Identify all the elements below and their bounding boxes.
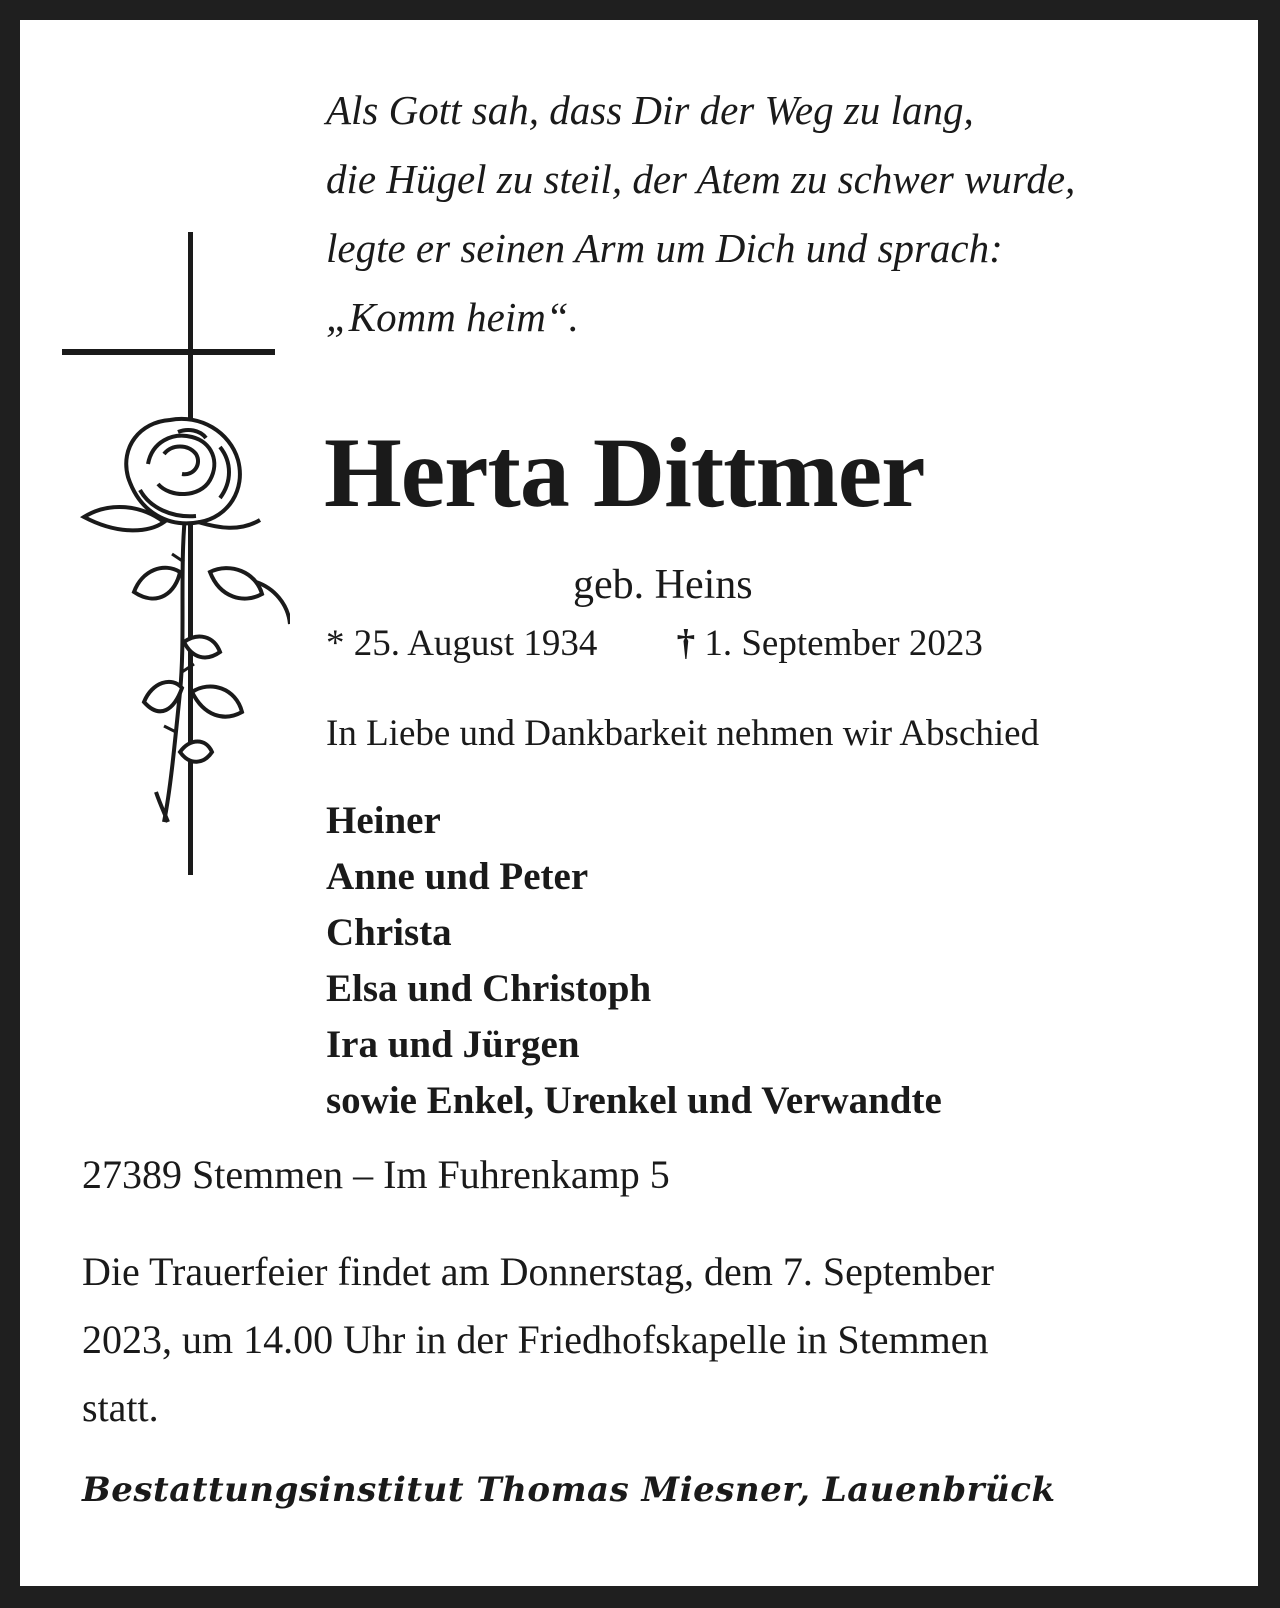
- rose-stem: [164, 492, 188, 822]
- funeral-ceremony-info: [82, 1238, 1222, 1442]
- family-address: 27389 Stemmen – Im Fuhrenkamp 5: [82, 1152, 670, 1197]
- cross-vertical-beam: [188, 232, 193, 875]
- maiden-name: geb. Heins: [573, 562, 753, 608]
- mourners-list: [326, 793, 942, 1129]
- mourner-entry: Elsa und Christoph: [326, 967, 652, 1010]
- life-dates: [326, 621, 983, 667]
- poem-line: „Komm heim“.: [326, 294, 579, 340]
- obituary-notice: [20, 20, 1258, 1586]
- poem-line: legte er seinen Arm um Dich und sprach:: [326, 225, 1003, 271]
- death-date-group: [677, 623, 983, 664]
- rose-bloom: [126, 419, 240, 523]
- death-date: 1. September 2023: [704, 623, 983, 664]
- cross-death-icon: †: [676, 623, 696, 664]
- deceased-name: Herta Dittmer: [324, 417, 925, 528]
- mourner-entry: Ira und Jürgen: [326, 1023, 580, 1066]
- poem-line: Als Gott sah, dass Dir der Weg zu lang,: [326, 87, 974, 133]
- poem-line: die Hügel zu steil, der Atem zu schwer wurde,: [326, 156, 1076, 202]
- birth-date: * 25. August 1934: [326, 623, 598, 664]
- cross-with-rose-icon: [60, 232, 290, 892]
- ceremony-line: statt.: [82, 1385, 159, 1430]
- cross-horizontal-beam: [62, 349, 275, 355]
- mourner-entry: Christa: [326, 911, 452, 954]
- mourner-entry: sowie Enkel, Urenkel und Verwandte: [326, 1079, 942, 1122]
- rose-leaves: [84, 507, 290, 822]
- mourner-entry: Anne und Peter: [326, 855, 589, 898]
- ceremony-line: 2023, um 14.00 Uhr in der Friedhofskapelle in Stemmen: [82, 1317, 989, 1362]
- poem: [326, 76, 1246, 352]
- mourner-entry: Heiner: [326, 799, 441, 842]
- funeral-home-credit: Bestattungsinstitut Thomas Miesner, Lauenbrück: [82, 1470, 1056, 1510]
- farewell-text: In Liebe und Dankbarkeit nehmen wir Abschied: [326, 713, 1040, 754]
- ceremony-line: Die Trauerfeier findet am Donnerstag, dem 7. September: [82, 1249, 994, 1294]
